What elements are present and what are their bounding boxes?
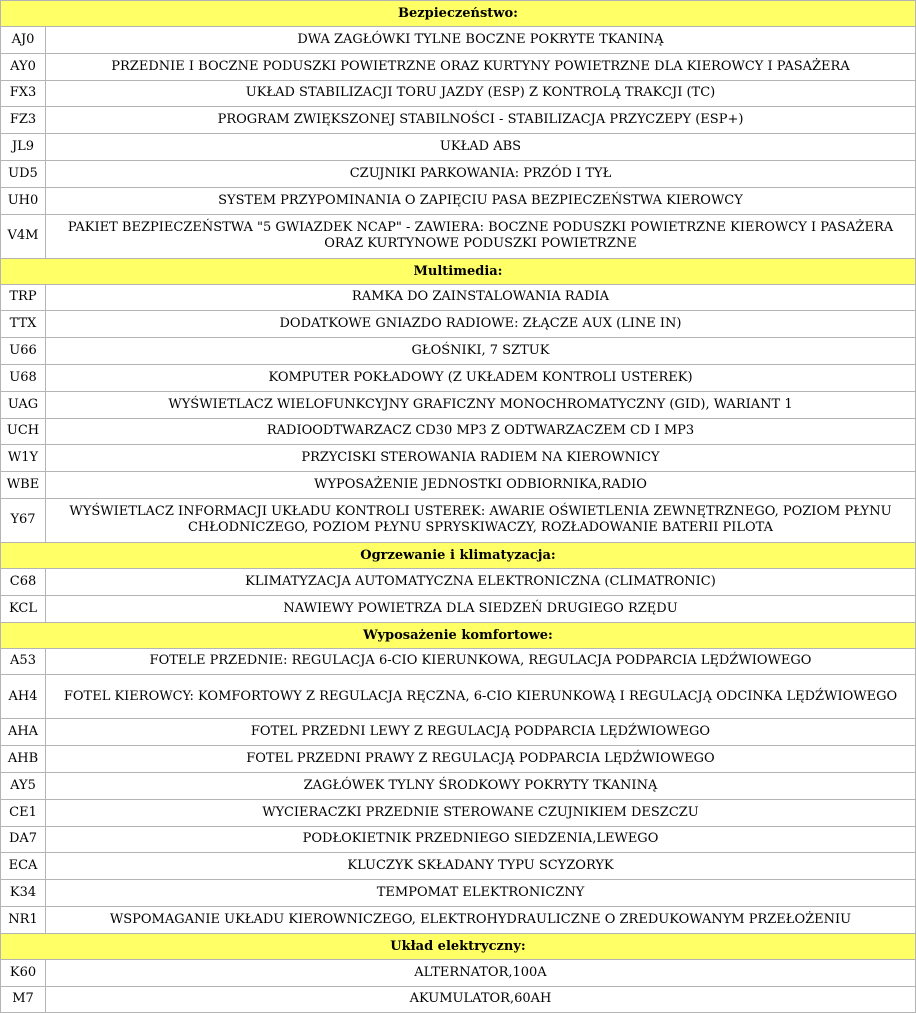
- table-row: [1, 719, 916, 746]
- option-description: DWA ZAGŁÓWKI TYLNE BOCZNE POKRYTE TKANINĄ: [46, 27, 916, 54]
- option-description: ZAGŁÓWEK TYLNY ŚRODKOWY POKRYTY TKANINĄ: [46, 772, 916, 799]
- option-description: WYŚWIETLACZ WIELOFUNKCYJNY GRAFICZNY MONOCHROMATYCZNY (GID), WARIANT 1: [46, 391, 916, 418]
- option-code: AH4: [1, 675, 46, 719]
- table-row: [1, 27, 916, 54]
- section-title: Multimedia:: [1, 258, 916, 284]
- table-row: [1, 364, 916, 391]
- option-code: W1Y: [1, 445, 46, 472]
- option-description: FOTEL KIEROWCY: KOMFORTOWY Z REGULACJA RĘCZNA, 6-CIO KIERUNKOWĄ I REGULACJĄ ODCINKA LĘDŹWIOWEGO: [46, 675, 916, 719]
- option-code: AHB: [1, 746, 46, 773]
- option-description: AKUMULATOR,60AH: [46, 986, 916, 1013]
- option-code: U66: [1, 338, 46, 365]
- section-title: Bezpieczeństwo:: [1, 1, 916, 27]
- option-description: UKŁAD ABS: [46, 134, 916, 161]
- option-description: WYPOSAŻENIE JEDNOSTKI ODBIORNIKA,RADIO: [46, 472, 916, 499]
- table-row: [1, 675, 916, 719]
- option-code: FX3: [1, 80, 46, 107]
- option-description: RAMKA DO ZAINSTALOWANIA RADIA: [46, 284, 916, 311]
- option-code: UD5: [1, 160, 46, 187]
- table-row: [1, 772, 916, 799]
- section-header: [1, 1, 916, 27]
- table-row: [1, 107, 916, 134]
- table-row: [1, 80, 916, 107]
- table-row: [1, 959, 916, 986]
- section-title: Wyposażenie komfortowe:: [1, 622, 916, 648]
- section-title: Układ elektryczny:: [1, 933, 916, 959]
- option-code: JL9: [1, 134, 46, 161]
- option-code: C68: [1, 568, 46, 595]
- option-code: UCH: [1, 418, 46, 445]
- table-row: [1, 746, 916, 773]
- table-row: [1, 160, 916, 187]
- section-header: [1, 622, 916, 648]
- option-code: UAG: [1, 391, 46, 418]
- option-description: ALTERNATOR,100A: [46, 959, 916, 986]
- option-code: AY0: [1, 53, 46, 80]
- table-row: [1, 472, 916, 499]
- table-row: [1, 134, 916, 161]
- option-description: WYCIERACZKI PRZEDNIE STEROWANE CZUJNIKIEM DESZCZU: [46, 799, 916, 826]
- table-row: [1, 214, 916, 258]
- table-row: [1, 284, 916, 311]
- table-row: [1, 853, 916, 880]
- option-description: PAKIET BEZPIECZEŃSTWA "5 GWIAZDEK NCAP" - ZAWIERA: BOCZNE PODUSZKI POWIETRZNE KIEROWCY I PASAŻERA ORAZ KURTYNOWE PODUSZKI POWIETRZNE: [46, 214, 916, 258]
- option-code: FZ3: [1, 107, 46, 134]
- option-description: PROGRAM ZWIĘKSZONEJ STABILNOŚCI - STABILIZACJA PRZYCZEPY (ESP+): [46, 107, 916, 134]
- option-code: Y67: [1, 498, 46, 542]
- table-row: [1, 648, 916, 675]
- option-code: AHA: [1, 719, 46, 746]
- option-code: KCL: [1, 595, 46, 622]
- option-code: U68: [1, 364, 46, 391]
- table-row: [1, 568, 916, 595]
- table-row: [1, 187, 916, 214]
- option-description: RADIOODTWARZACZ CD30 MP3 Z ODTWARZACZEM CD I MP3: [46, 418, 916, 445]
- option-code: DA7: [1, 826, 46, 853]
- table-row: [1, 986, 916, 1013]
- option-description: KLUCZYK SKŁADANY TYPU SCYZORYK: [46, 853, 916, 880]
- section-header: [1, 258, 916, 284]
- option-description: NAWIEWY POWIETRZA DLA SIEDZEŃ DRUGIEGO RZĘDU: [46, 595, 916, 622]
- option-code: V4M: [1, 214, 46, 258]
- option-code: CE1: [1, 799, 46, 826]
- option-code: TRP: [1, 284, 46, 311]
- option-code: AJ0: [1, 27, 46, 54]
- option-code: UH0: [1, 187, 46, 214]
- section-header: [1, 933, 916, 959]
- option-description: FOTEL PRZEDNI PRAWY Z REGULACJĄ PODPARCIA LĘDŹWIOWEGO: [46, 746, 916, 773]
- option-description: WYŚWIETLACZ INFORMACJI UKŁADU KONTROLI USTEREK: AWARIE OŚWIETLENIA ZEWNĘTRZNEGO, POZIOM PŁYNU CHŁODNICZEGO, POZIOM PŁYNU SPRYSKIWACZY, ROZŁADOWANIE BATERII PILOTA: [46, 498, 916, 542]
- option-description: WSPOMAGANIE UKŁADU KIEROWNICZEGO, ELEKTROHYDRAULICZNE O ZREDUKOWANYM PRZEŁOŻENIU: [46, 906, 916, 933]
- option-code: NR1: [1, 906, 46, 933]
- table-row: [1, 498, 916, 542]
- table-row: [1, 799, 916, 826]
- table-row: [1, 880, 916, 907]
- option-code: K60: [1, 959, 46, 986]
- table-row: [1, 445, 916, 472]
- option-description: KLIMATYZACJA AUTOMATYCZNA ELEKTRONICZNA (CLIMATRONIC): [46, 568, 916, 595]
- option-description: CZUJNIKI PARKOWANIA: PRZÓD I TYŁ: [46, 160, 916, 187]
- option-code: WBE: [1, 472, 46, 499]
- option-description: PRZYCISKI STEROWANIA RADIEM NA KIEROWNICY: [46, 445, 916, 472]
- option-description: PRZEDNIE I BOCZNE PODUSZKI POWIETRZNE ORAZ KURTYNY POWIETRZNE DLA KIEROWCY I PASAŻERA: [46, 53, 916, 80]
- option-description: TEMPOMAT ELEKTRONICZNY: [46, 880, 916, 907]
- option-code: TTX: [1, 311, 46, 338]
- section-title: Ogrzewanie i klimatyzacja:: [1, 542, 916, 568]
- table-row: [1, 595, 916, 622]
- equipment-table-body: [1, 1, 916, 1013]
- option-description: UKŁAD STABILIZACJI TORU JAZDY (ESP) Z KONTROLĄ TRAKCJI (TC): [46, 80, 916, 107]
- option-description: SYSTEM PRZYPOMINANIA O ZAPIĘCIU PASA BEZPIECZEŃSTWA KIEROWCY: [46, 187, 916, 214]
- option-description: GŁOŚNIKI, 7 SZTUK: [46, 338, 916, 365]
- option-description: FOTEL PRZEDNI LEWY Z REGULACJĄ PODPARCIA LĘDŹWIOWEGO: [46, 719, 916, 746]
- option-code: ECA: [1, 853, 46, 880]
- option-description: FOTELE PRZEDNIE: REGULACJA 6-CIO KIERUNKOWA, REGULACJA PODPARCIA LĘDŹWIOWEGO: [46, 648, 916, 675]
- table-row: [1, 311, 916, 338]
- option-description: DODATKOWE GNIAZDO RADIOWE: ZŁĄCZE AUX (LINE IN): [46, 311, 916, 338]
- table-row: [1, 338, 916, 365]
- table-row: [1, 826, 916, 853]
- table-row: [1, 391, 916, 418]
- table-row: [1, 53, 916, 80]
- option-code: K34: [1, 880, 46, 907]
- option-code: AY5: [1, 772, 46, 799]
- option-description: PODŁOKIETNIK PRZEDNIEGO SIEDZENIA,LEWEGO: [46, 826, 916, 853]
- option-code: M7: [1, 986, 46, 1013]
- option-description: KOMPUTER POKŁADOWY (Z UKŁADEM KONTROLI USTEREK): [46, 364, 916, 391]
- table-row: [1, 418, 916, 445]
- section-header: [1, 542, 916, 568]
- table-row: [1, 906, 916, 933]
- option-code: A53: [1, 648, 46, 675]
